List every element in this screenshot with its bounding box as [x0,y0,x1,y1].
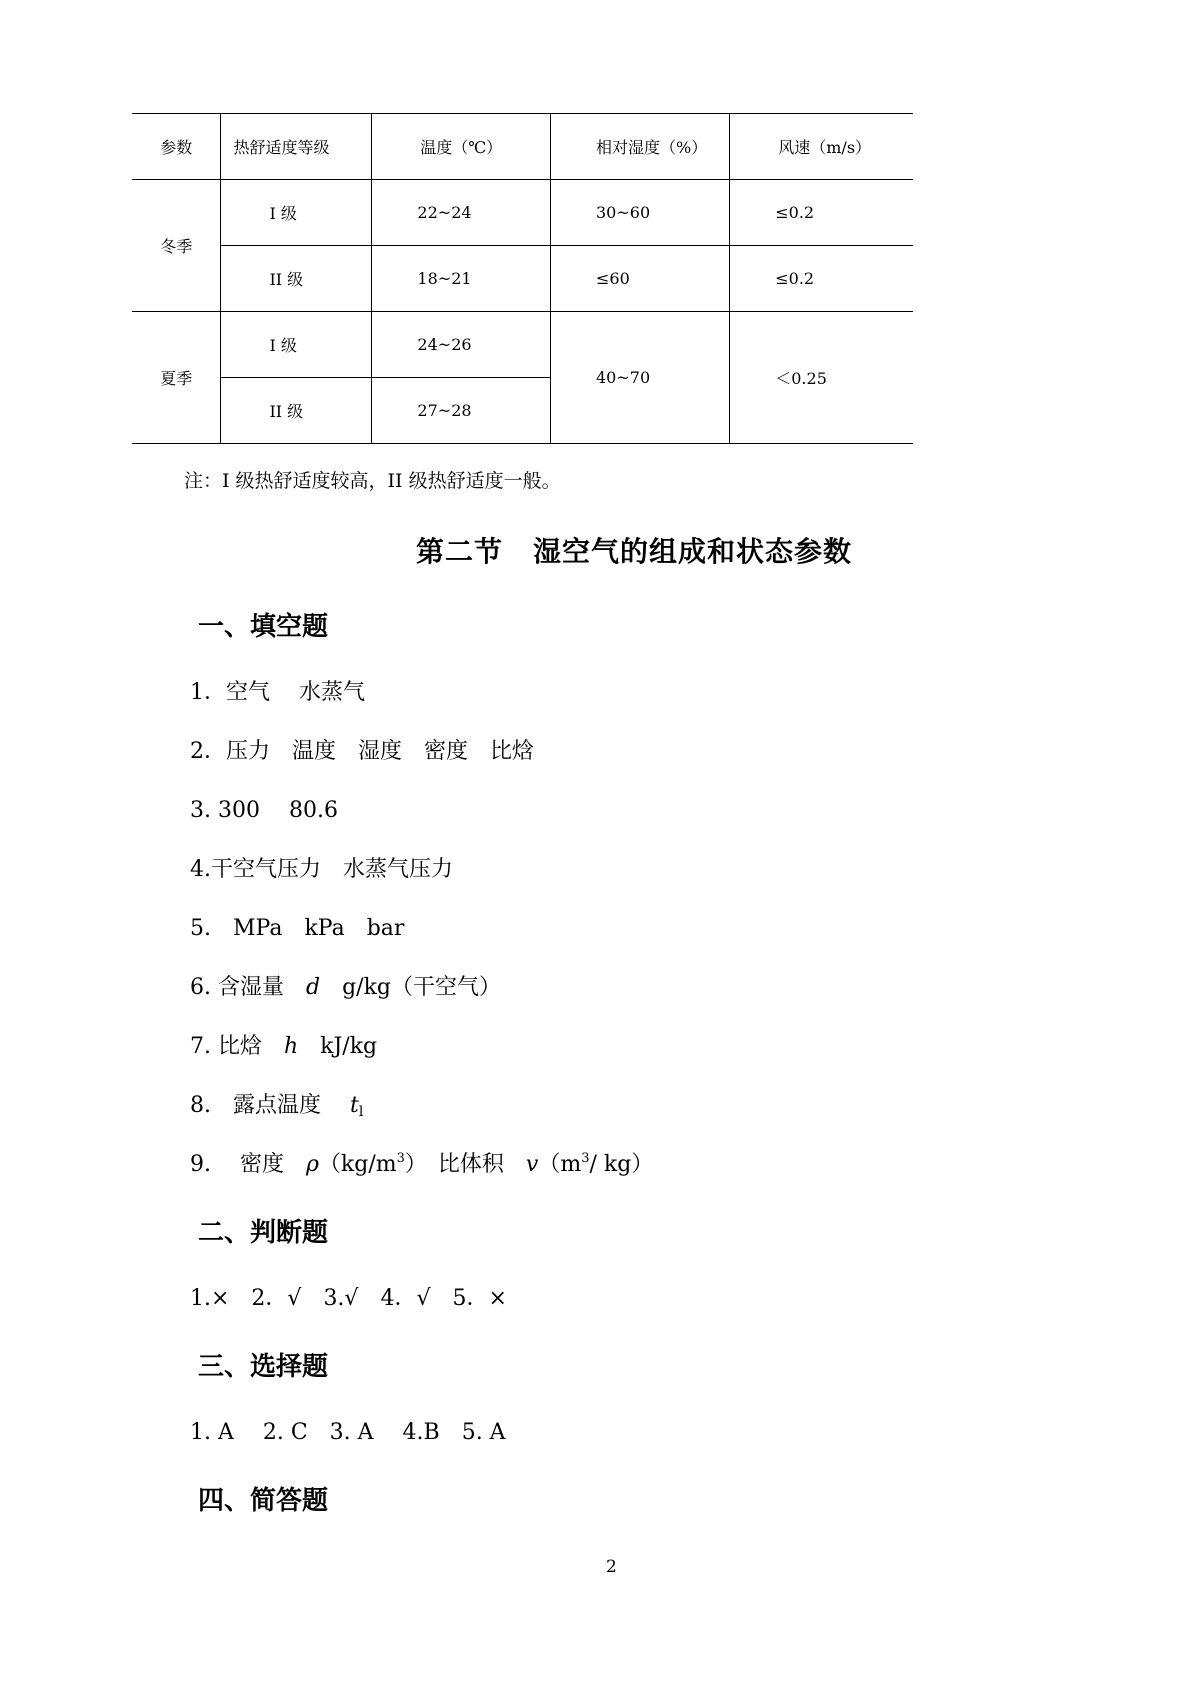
answer-text: g/kg（干空气） [320,975,501,1000]
answer-line: 4.干空气压力 水蒸气压力 [190,857,453,882]
temp-cell: 18~21 [372,246,551,312]
season-summer: 夏季 [132,312,221,444]
header-humidity: 相对湿度（%） [551,114,730,180]
heading-short-answer: 四、简答题 [198,1486,329,1516]
humidity-cell: 40~70 [551,312,730,444]
answer-line [190,1147,653,1178]
temp-cell: 22~24 [372,180,551,246]
heading-choice: 三、选择题 [198,1352,329,1382]
symbol-d: d [305,975,321,1000]
answer-text: 9. 密度 [190,1152,306,1177]
wind-cell: ≤0.2 [730,180,913,246]
table-header-row [132,114,913,180]
answer-text: ） 比体积 [404,1152,526,1177]
table-note: 注：I 级热舒适度较高，II 级热舒适度一般。 [184,470,561,492]
answer-line: 1.× 2．√ 3.√ 4．√ 5．× [190,1286,507,1311]
temp-cell: 24~26 [372,312,551,378]
wind-cell: ≤0.2 [730,246,913,312]
answer-text: kJ/kg [298,1034,378,1059]
table-row [132,246,913,312]
section-number: 第二节 [416,535,504,568]
symbol-t: t [349,1093,359,1118]
answer-line: 2．压力 温度 湿度 密度 比焓 [190,739,534,764]
grade-cell: II 级 [221,378,372,444]
answer-line: 3. 300 80.6 [190,798,338,823]
grade-cell: I 级 [221,312,372,378]
answer-text: （m [538,1152,582,1177]
humidity-cell: 30~60 [551,180,730,246]
table-row [132,312,913,378]
answer-line: 1. A 2. C 3. A 4.B 5. A [190,1420,506,1445]
superscript: 3 [581,1151,590,1166]
answer-text: （kg/m [318,1152,397,1177]
heading-judge: 二、判断题 [198,1218,329,1248]
header-grade: 热舒适度等级 [221,114,372,180]
section-title [416,530,852,570]
symbol-h: h [283,1034,299,1059]
wind-cell: ＜0.25 [730,312,913,444]
answer-line: 1．空气 水蒸气 [190,680,365,705]
section-name: 湿空气的组成和状态参数 [533,535,853,568]
answer-line [190,1088,363,1119]
comfort-table [132,113,913,444]
answer-line: 5. MPa kPa bar [190,916,405,941]
humidity-cell: ≤60 [551,246,730,312]
header-param: 参数 [132,114,221,180]
grade-cell: I 级 [221,180,372,246]
heading-fill-blank: 一、填空题 [198,612,329,642]
temp-cell: 27~28 [372,378,551,444]
answer-line [190,1029,377,1060]
table-row [132,180,913,246]
grade-cell: II 级 [221,246,372,312]
answer-text: / kg） [589,1152,654,1177]
header-wind: 风速（m/s） [730,114,913,180]
season-winter: 冬季 [132,180,221,312]
answer-line [190,970,501,1001]
answer-text: 8. 露点温度 [190,1093,350,1118]
symbol-v: v [525,1152,539,1177]
subscript: l [358,1104,364,1120]
page-number: 2 [606,1557,617,1577]
header-temp: 温度（℃） [372,114,551,180]
answer-text: 6. 含湿量 [190,975,306,1000]
superscript: 3 [396,1151,405,1166]
answer-text: 7. 比焓 [190,1034,284,1059]
symbol-rho: ρ [305,1152,319,1177]
